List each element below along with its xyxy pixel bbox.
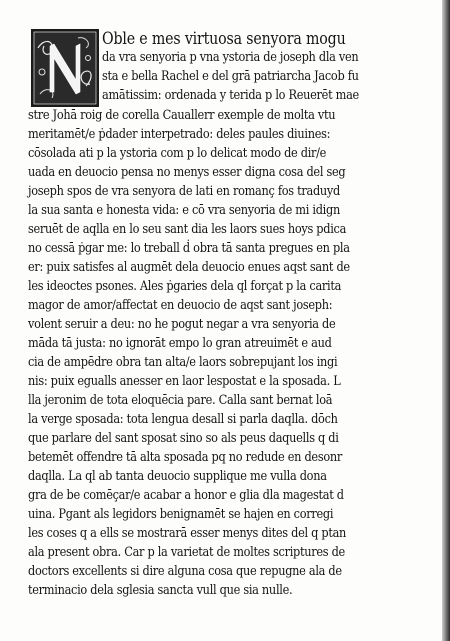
text-line: gra de be comēçar/e acabar a honor e glia dla magestat d: [28, 488, 344, 503]
text-line: ala present obra. Car p la varietat de moltes scriptures de: [28, 545, 345, 560]
text-line: magor de amor/affectat en deuocio de aqst sant joseph:: [28, 298, 333, 313]
text-line: sta e bella Rachel e del grā patriarcha Jacob fu: [102, 69, 359, 84]
text-line: daqlla. La ql ab tanta deuocio supplique me vulla dona: [28, 469, 327, 484]
text-line: betemēt offendre tā alta sposada pq no redude en desonr: [28, 450, 343, 465]
text-line: les ideoctes psones. Ales ṗgaries dela ql forçat p la carita: [28, 279, 342, 294]
text-line: que parlare del sant sposat sino so als peus daquells q di: [28, 431, 339, 446]
text-line: Oble e mes virtuosa senyora mogu: [102, 29, 346, 48]
text-line: meritamēt/e ṗdader interpetrado: deles paules diuines:: [28, 127, 331, 142]
text-line: māda tā justa: no ignorāt empo lo gran atreuimēt e aud: [28, 336, 332, 351]
text-line: terminacio dela sglesia sancta vull que sia nulle.: [28, 583, 293, 598]
text-line: doctors excellents si dire alguna cosa que repugne ala de: [28, 564, 342, 579]
text-line: joseph spos de vra senyora de lati en romanç fos traduyd: [28, 184, 340, 199]
decorated-initial-n: [30, 28, 100, 108]
text-line: nis: puix egualls anesser en laor lespostat e la sposada. L: [28, 374, 341, 389]
text-line: no cessā ṗgar me: lo treball ḋ obra tā santa pregues en pla: [28, 241, 350, 256]
text-line: lla jeronim de tota eloquēcia pare. Calla sant bernat loā: [28, 393, 333, 408]
text-line: stre Johā roig de corella Cauallerr exemple de molta vtu: [28, 108, 336, 123]
text-line: da vra senyoria p vna ystoria de joseph dla ven: [102, 50, 359, 65]
text-line: la verge sposada: tota lengua desall si parla daqlla. dōch: [28, 412, 338, 427]
text-line: cia de ampēdre obra tan alta/e laors sobrepujant los ingi: [28, 355, 338, 370]
text-line: cōsolada ati p la ystoria com p lo delicat modo de dir/e: [28, 146, 327, 161]
text-line: seruēt de aqlla en lo seu sant dia les laors sues hoys pdica: [28, 222, 347, 237]
text-line: uada en deuocio pensa no menys esser digna cosa del seg: [28, 165, 346, 180]
page-edge-shadow: [442, 0, 450, 641]
text-line: amātissim: ordenada y terida p lo Reuerēt mae: [102, 88, 359, 103]
text-line: volent seruir a deu: no he pogut negar a vra senyoria de: [28, 317, 336, 332]
text-line: er: puix satisfes al augmēt dela deuocio enues aqst sant de: [28, 260, 350, 275]
text-line: les coses q a ells se mostrarā esser menys dites del q ptan: [28, 526, 347, 541]
text-line: la sua santa e honesta vida: e cō vra senyoria de mi idign: [28, 203, 340, 218]
text-line: uina. Pgant als legidors benignamēt se hajen en corregi: [28, 507, 334, 522]
